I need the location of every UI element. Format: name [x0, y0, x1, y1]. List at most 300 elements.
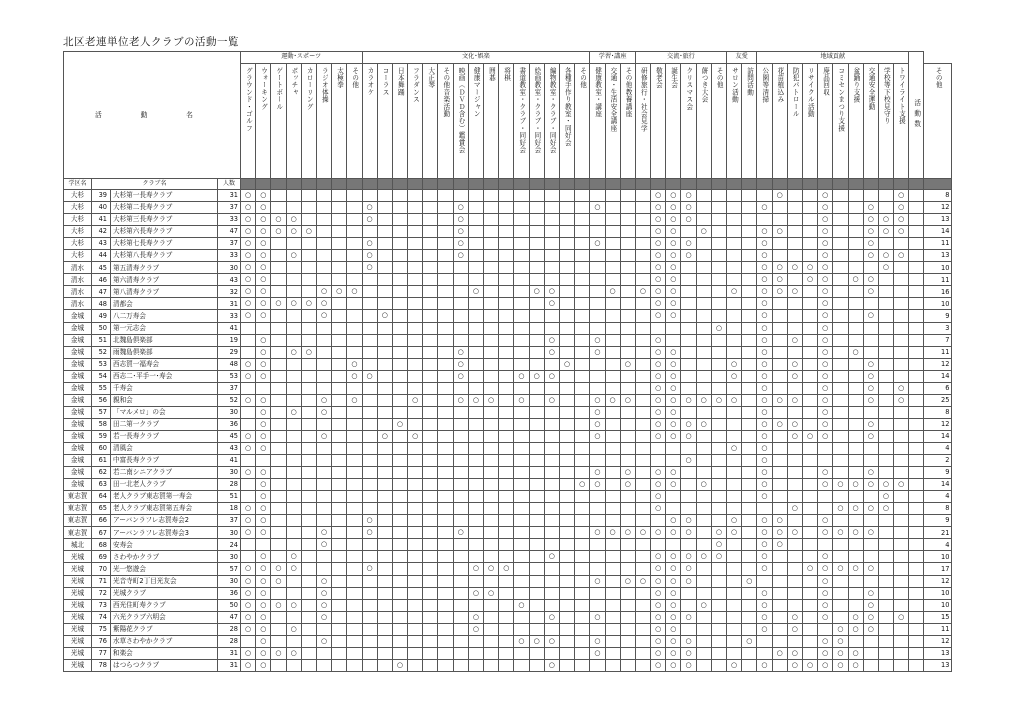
activity-total-cell: 8 [924, 503, 952, 515]
activity-cell [484, 635, 499, 647]
activity-cell [711, 358, 726, 370]
activity-cell [651, 442, 666, 454]
activity-cell [909, 515, 924, 527]
activity-cell: ○ [408, 394, 423, 406]
activity-cell [529, 551, 544, 563]
club-number-cell: 60 [92, 442, 111, 454]
activity-cell: ○ [256, 262, 271, 274]
activity-cell: ○ [757, 623, 772, 635]
activity-cell [894, 442, 909, 454]
activity-cell [909, 298, 924, 310]
ward-cell: 城北 [64, 539, 92, 551]
activity-cell [529, 250, 544, 262]
activity-cell [423, 298, 438, 310]
activity-cell [863, 406, 878, 418]
activity-cell [772, 358, 787, 370]
activity-cell [742, 190, 757, 202]
activity-cell [833, 467, 848, 479]
activity-cell [772, 467, 787, 479]
activity-cell: ○ [256, 503, 271, 515]
activity-cell [544, 430, 559, 442]
activity-cell [514, 503, 529, 515]
activity-cell: ○ [848, 503, 863, 515]
club-column-header: クラブ名 [92, 179, 218, 190]
activity-cell [347, 503, 362, 515]
activity-cell [742, 491, 757, 503]
activity-cell [544, 467, 559, 479]
activity-cell [392, 430, 407, 442]
activity-cell [468, 442, 483, 454]
activity-cell [453, 587, 468, 599]
activity-cell [514, 190, 529, 202]
activity-cell [696, 310, 711, 322]
activity-cell [408, 322, 423, 334]
activity-cell [316, 346, 331, 358]
activity-cell: ○ [727, 286, 742, 298]
activity-cell [453, 611, 468, 623]
activity-cell: ○ [590, 202, 605, 214]
activity-cell [742, 515, 757, 527]
activity-cell [392, 202, 407, 214]
activity-cell [772, 238, 787, 250]
activity-cell [499, 214, 514, 226]
activity-cell [802, 551, 817, 563]
activity-cell [635, 587, 650, 599]
activity-cell [392, 370, 407, 382]
activity-cell [559, 659, 574, 671]
header-shade-cell [711, 179, 726, 190]
header-shade-cell [757, 179, 772, 190]
activity-cell [711, 238, 726, 250]
activity-cell: ○ [772, 286, 787, 298]
activity-cell [772, 659, 787, 671]
activity-cell [696, 635, 711, 647]
activity-cell [635, 214, 650, 226]
activity-cell [438, 587, 453, 599]
activity-cell [484, 599, 499, 611]
activity-cell [271, 659, 286, 671]
activity-cell [559, 515, 574, 527]
activity-total-cell: 11 [924, 238, 952, 250]
activity-cell [438, 455, 453, 467]
activity-cell [772, 491, 787, 503]
activity-cell [742, 298, 757, 310]
activity-cell [423, 455, 438, 467]
activity-cell [605, 467, 620, 479]
activity-cell: ○ [772, 190, 787, 202]
activity-cell [468, 539, 483, 551]
activity-cell [863, 442, 878, 454]
members-cell: 30 [218, 575, 241, 587]
ward-cell: 金城 [64, 406, 92, 418]
activity-cell [332, 551, 347, 563]
activity-cell: ○ [271, 647, 286, 659]
activity-cell: ○ [241, 647, 256, 659]
activity-cell [241, 539, 256, 551]
activity-cell [818, 442, 833, 454]
activity-cell [605, 659, 620, 671]
activity-cell [499, 382, 514, 394]
activity-cell: ○ [818, 322, 833, 334]
activity-cell [438, 214, 453, 226]
activity-cell [742, 346, 757, 358]
activity-cell [301, 394, 316, 406]
activity-cell [484, 190, 499, 202]
activity-cell: ○ [681, 250, 696, 262]
activity-cell [484, 575, 499, 587]
activity-cell: ○ [878, 262, 893, 274]
activity-cell: ○ [894, 250, 909, 262]
activity-label: コミセンまつり支援 [836, 67, 845, 132]
activity-cell [863, 190, 878, 202]
activity-cell: ○ [727, 394, 742, 406]
activity-cell [818, 455, 833, 467]
activity-cell: ○ [863, 587, 878, 599]
activity-cell [362, 418, 377, 430]
activity-cell: ○ [787, 394, 802, 406]
activity-cell [484, 310, 499, 322]
activity-cell [544, 442, 559, 454]
activity-cell: ○ [757, 659, 772, 671]
activity-cell: ○ [848, 563, 863, 575]
activity-cell [514, 455, 529, 467]
activity-cell [818, 503, 833, 515]
activity-cell: ○ [681, 551, 696, 563]
activity-cell [316, 370, 331, 382]
activity-cell [681, 322, 696, 334]
activity-cell [711, 575, 726, 587]
activity-cell [620, 238, 635, 250]
activity-cell [316, 623, 331, 635]
activity-cell: ○ [256, 394, 271, 406]
activity-cell [772, 635, 787, 647]
activity-cell [347, 406, 362, 418]
activity-cell [620, 334, 635, 346]
activity-cell: ○ [256, 575, 271, 587]
activity-cell [377, 575, 392, 587]
activity-cell [423, 635, 438, 647]
activity-cell [635, 250, 650, 262]
activity-cell [878, 623, 893, 635]
activity-cell [711, 250, 726, 262]
header-shade-cell [392, 179, 407, 190]
activity-label: 太極拳 [335, 67, 344, 89]
activity-cell [529, 274, 544, 286]
activity-cell [529, 334, 544, 346]
activity-cell [635, 394, 650, 406]
header-shade-cell [894, 179, 909, 190]
activity-cell [529, 358, 544, 370]
activity-cell [863, 539, 878, 551]
activity-cell [772, 310, 787, 322]
activity-cell: ○ [362, 238, 377, 250]
activity-cell: ○ [787, 286, 802, 298]
table-row [64, 322, 952, 334]
activity-cell [894, 587, 909, 599]
members-cell: 53 [218, 370, 241, 382]
activity-cell [529, 226, 544, 238]
activity-cell: ○ [833, 635, 848, 647]
activity-cell: ○ [666, 382, 681, 394]
activity-cell [802, 226, 817, 238]
activity-cell: ○ [757, 298, 772, 310]
activity-cell [711, 202, 726, 214]
activity-cell [802, 238, 817, 250]
activity-label: 書道教室・クラブ・同好会 [517, 67, 526, 154]
activity-cell [301, 418, 316, 430]
table-row [64, 430, 952, 442]
activity-cell [620, 587, 635, 599]
activity-cell [878, 563, 893, 575]
activity-cell: ○ [241, 226, 256, 238]
activity-cell [529, 430, 544, 442]
activity-cell [423, 334, 438, 346]
activity-cell [377, 539, 392, 551]
activity-cell [514, 406, 529, 418]
activity-cell [286, 467, 301, 479]
activity-cell [635, 563, 650, 575]
activity-cell [484, 611, 499, 623]
activity-cell [453, 334, 468, 346]
activity-cell: ○ [818, 479, 833, 491]
activity-cell [742, 527, 757, 539]
activity-cell [514, 250, 529, 262]
activity-cell [332, 503, 347, 515]
activity-cell [575, 659, 590, 671]
activity-cell [453, 262, 468, 274]
activity-cell [347, 659, 362, 671]
activity-cell: ○ [271, 298, 286, 310]
activity-cell [833, 587, 848, 599]
club-number-cell: 70 [92, 563, 111, 575]
activity-cell [392, 322, 407, 334]
activity-cell [316, 455, 331, 467]
table-row [64, 382, 952, 394]
activity-label: 廃品回収 [821, 67, 830, 96]
activity-cell [894, 551, 909, 563]
header-shade-cell [316, 179, 331, 190]
activity-label: 盆踊り支援 [851, 67, 860, 103]
activity-cell [499, 430, 514, 442]
activity-header [316, 64, 331, 179]
activity-cell [438, 479, 453, 491]
header-shade-cell [271, 179, 286, 190]
activity-cell: ○ [301, 298, 316, 310]
header-shade-cell [742, 179, 757, 190]
header-shade-cell [468, 179, 483, 190]
activity-cell [362, 491, 377, 503]
activity-cell: ○ [271, 575, 286, 587]
activity-cell [894, 647, 909, 659]
table-row [64, 479, 952, 491]
activity-cell [620, 382, 635, 394]
activity-cell [453, 647, 468, 659]
activity-cell: ○ [757, 418, 772, 430]
activity-cell [742, 262, 757, 274]
activity-cell [696, 286, 711, 298]
activity-cell: ○ [590, 635, 605, 647]
activity-cell [332, 406, 347, 418]
activity-cell [514, 358, 529, 370]
activity-label: ラジオ体操 [320, 67, 329, 103]
activity-cell [362, 479, 377, 491]
club-name-cell: 西光住町寿クラブ [111, 599, 218, 611]
group-header: 運動･スポーツ [241, 52, 363, 64]
table-row [64, 250, 952, 262]
activity-cell [423, 214, 438, 226]
activity-cell: ○ [696, 226, 711, 238]
activity-cell [408, 286, 423, 298]
activity-cell [362, 358, 377, 370]
activity-cell [605, 202, 620, 214]
ward-cell: 大杉 [64, 190, 92, 202]
activity-cell: ○ [241, 238, 256, 250]
activity-cell: ○ [787, 647, 802, 659]
activity-cell: ○ [590, 418, 605, 430]
activity-cell [833, 358, 848, 370]
activity-cell [681, 298, 696, 310]
activity-cell [742, 226, 757, 238]
activity-cell [894, 527, 909, 539]
club-name-cell: 六光クラブ六明会 [111, 611, 218, 623]
activity-header [362, 64, 377, 179]
activity-cell [878, 430, 893, 442]
members-cell: 36 [218, 587, 241, 599]
activity-cell [438, 286, 453, 298]
activity-cell [894, 635, 909, 647]
activity-cell [711, 467, 726, 479]
activity-cell [605, 370, 620, 382]
activity-cell [271, 635, 286, 647]
activity-cell [742, 623, 757, 635]
activity-cell [484, 298, 499, 310]
activity-cell [772, 202, 787, 214]
activity-cell [514, 491, 529, 503]
activity-cell [332, 623, 347, 635]
activity-cell [696, 346, 711, 358]
activity-cell [787, 599, 802, 611]
table-row [64, 563, 952, 575]
activity-cell: ○ [241, 358, 256, 370]
activity-cell [241, 334, 256, 346]
activity-cell [286, 430, 301, 442]
activity-cell [575, 587, 590, 599]
activity-cell [347, 298, 362, 310]
activity-cell: ○ [241, 527, 256, 539]
activity-cell [635, 515, 650, 527]
activity-cell [605, 503, 620, 515]
activity-cell [347, 442, 362, 454]
activity-cell [559, 382, 574, 394]
table-row [64, 623, 952, 635]
activity-cell [620, 286, 635, 298]
activity-cell [484, 238, 499, 250]
activity-cell [833, 551, 848, 563]
activity-cell [605, 310, 620, 322]
activity-cell [377, 358, 392, 370]
club-number-cell: 59 [92, 430, 111, 442]
activity-cell [696, 262, 711, 274]
activity-cell [742, 503, 757, 515]
activity-cell [316, 202, 331, 214]
activity-header [848, 64, 863, 179]
activity-cell: ○ [256, 310, 271, 322]
activity-cell [408, 491, 423, 503]
activity-cell [605, 406, 620, 418]
activity-cell [529, 238, 544, 250]
activity-total-cell: 9 [924, 310, 952, 322]
activity-cell: ○ [453, 358, 468, 370]
activity-cell [833, 430, 848, 442]
activity-total-cell: 9 [924, 467, 952, 479]
activity-cell [301, 659, 316, 671]
ward-cell: 光城 [64, 659, 92, 671]
activity-header [544, 64, 559, 179]
activity-cell [635, 334, 650, 346]
activity-cell [681, 382, 696, 394]
activity-cell [514, 202, 529, 214]
activity-cell [241, 551, 256, 563]
activity-cell [544, 322, 559, 334]
activity-cell [347, 250, 362, 262]
activity-total-cell: 12 [924, 575, 952, 587]
activity-cell [909, 334, 924, 346]
activity-cell [529, 563, 544, 575]
table-row [64, 539, 952, 551]
members-cell: 30 [218, 467, 241, 479]
activity-cell [529, 382, 544, 394]
activity-cell [271, 394, 286, 406]
activity-cell [301, 214, 316, 226]
activity-cell [727, 406, 742, 418]
header-group-row [64, 52, 952, 64]
activity-label: 映画（ＤＶＤ含む）鑑賞会 [457, 67, 466, 154]
activity-cell [787, 515, 802, 527]
activity-cell: ○ [802, 563, 817, 575]
activity-cell [408, 346, 423, 358]
activity-cell [833, 190, 848, 202]
activity-cell [499, 503, 514, 515]
activity-cell [575, 262, 590, 274]
activity-cell [559, 286, 574, 298]
activity-total-cell: 14 [924, 370, 952, 382]
activity-cell: ○ [818, 238, 833, 250]
activity-cell [468, 503, 483, 515]
activity-cell [347, 190, 362, 202]
activity-cell [377, 406, 392, 418]
club-number-cell: 52 [92, 346, 111, 358]
activity-cell [848, 515, 863, 527]
activity-cell [878, 515, 893, 527]
activity-cell: ○ [651, 358, 666, 370]
activity-cell [878, 274, 893, 286]
activity-cell [863, 635, 878, 647]
activity-cell [484, 202, 499, 214]
activity-cell [696, 382, 711, 394]
activity-cell [590, 370, 605, 382]
activity-cell: ○ [256, 623, 271, 635]
activity-cell [848, 491, 863, 503]
activity-cell [696, 647, 711, 659]
activity-cell [301, 370, 316, 382]
activity-cell [711, 635, 726, 647]
members-cell: 41 [218, 322, 241, 334]
activity-cell [256, 455, 271, 467]
activity-cell [848, 310, 863, 322]
activity-cell [332, 430, 347, 442]
activity-cell [529, 599, 544, 611]
activity-cell [894, 346, 909, 358]
